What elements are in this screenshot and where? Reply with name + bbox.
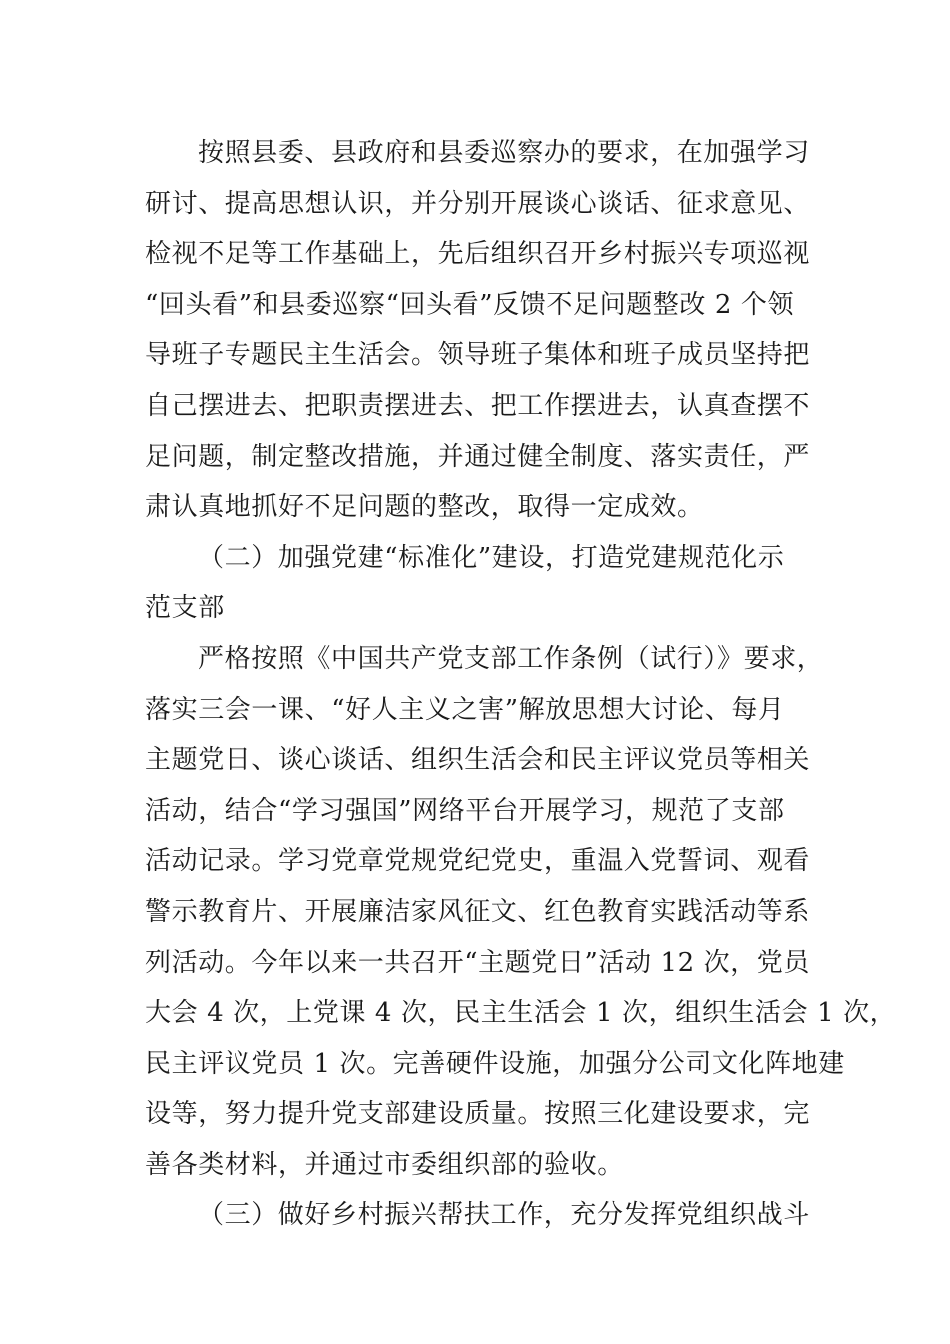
text-line: 大会 4 次，上党课 4 次，民主生活会 1 次，组织生活会 1 次， bbox=[145, 998, 897, 1029]
text-line: 研讨、提高思想认识，并分别开展谈心谈话、征求意见、 bbox=[145, 188, 811, 219]
text-line: 严格按照《中国共产党支部工作条例（试行）》要求， bbox=[198, 643, 824, 674]
text-line: 按照县委、县政府和县委巡察办的要求，在加强学习 bbox=[198, 138, 810, 168]
text-line: 民主评议党员 1 次。完善硬件设施，加强分公司文化阵地建 bbox=[145, 1048, 845, 1079]
text-line: 警示教育片、开展廉洁家风征文、红色教育实践活动等系 bbox=[145, 896, 811, 927]
section-heading-line: （三）做好乡村振兴帮扶工作，充分发挥党组织战斗 bbox=[198, 1200, 810, 1231]
document-body bbox=[145, 128, 897, 1241]
text-line: “回头看”和县委巡察“回头看”反馈不足问题整改 2 个领 bbox=[145, 289, 795, 320]
text-line: 落实三会一课、“好人主义之害”解放思想大讨论、每月 bbox=[145, 694, 785, 725]
text-line: 设等，努力提升党支部建设质量。按照三化建设要求，完 bbox=[145, 1099, 811, 1130]
text-line: 足问题，制定整改措施，并通过健全制度、落实责任，严 bbox=[145, 441, 811, 472]
text-line: 肃认真地抓好不足问题的整改，取得一定成效。 bbox=[145, 492, 704, 523]
section-heading-line: 范支部 bbox=[145, 593, 225, 624]
text-line: 活动记录。学习党章党规党纪党史，重温入党誓词、观看 bbox=[145, 846, 811, 877]
text-line: 检视不足等工作基础上，先后组织召开乡村振兴专项巡视 bbox=[145, 239, 811, 270]
section-heading-line: （二）加强党建“标准化”建设，打造党建规范化示 bbox=[198, 542, 785, 573]
text-line: 导班子专题民主生活会。领导班子集体和班子成员坚持把 bbox=[145, 340, 811, 371]
text-line: 善各类材料，并通过市委组织部的验收。 bbox=[145, 1149, 624, 1180]
text-line: 活动，结合“学习强国”网络平台开展学习，规范了支部 bbox=[145, 795, 785, 826]
text-line: 列活动。今年以来一共召开“主题党日”活动 12 次，党员 bbox=[145, 947, 810, 978]
text-line: 自己摆进去、把职责摆进去、把工作摆进去，认真查摆不 bbox=[145, 390, 811, 421]
text-line: 主题党日、谈心谈话、组织生活会和民主评议党员等相关 bbox=[145, 745, 811, 776]
